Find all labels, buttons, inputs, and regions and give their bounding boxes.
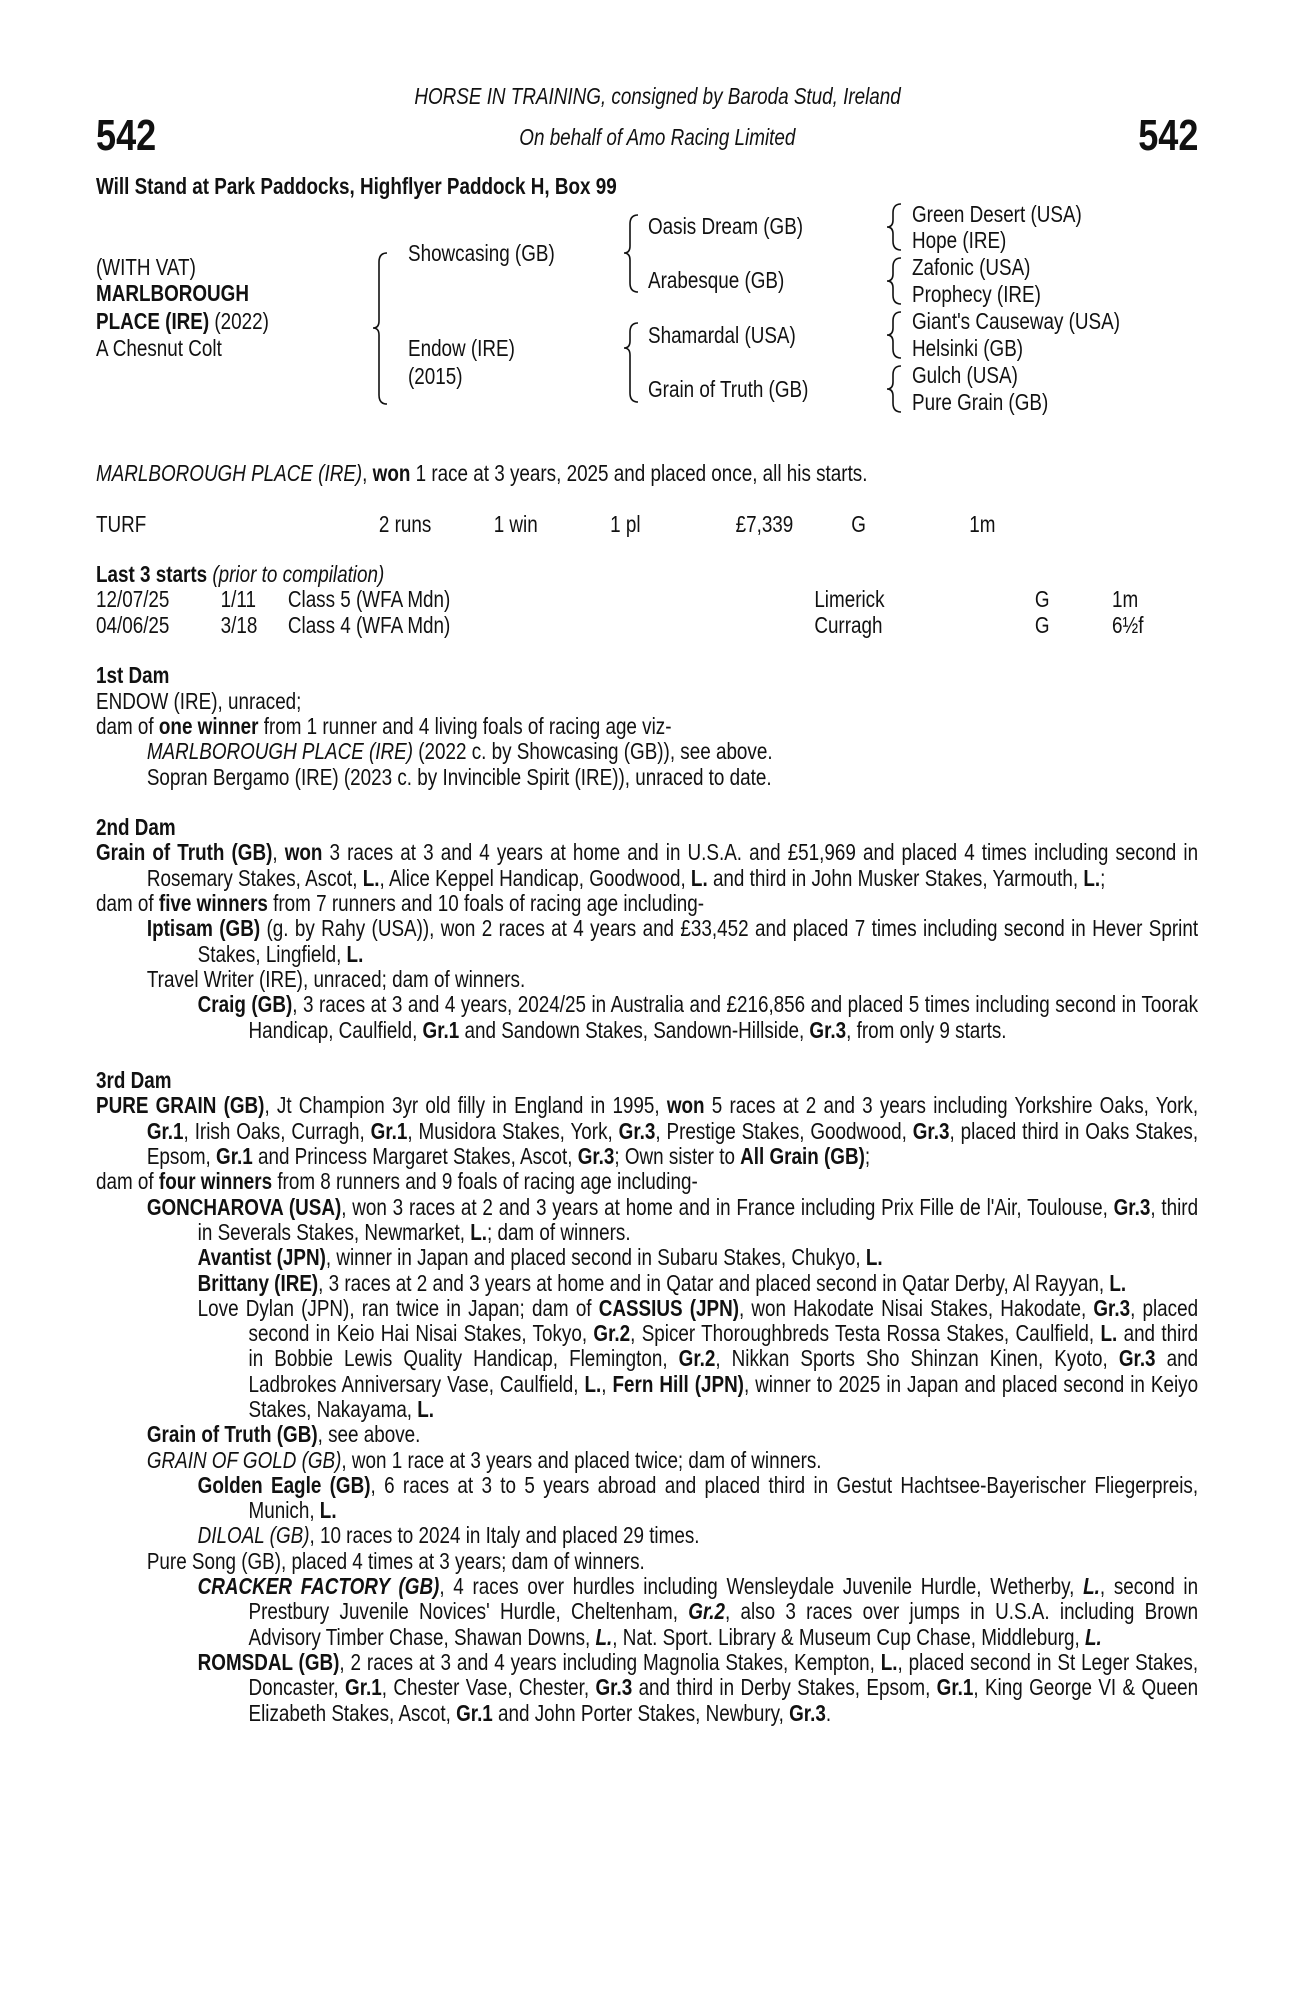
pedigree-paragraph xyxy=(96,689,1198,714)
highlighted-text: L. xyxy=(690,864,708,891)
highlighted-text: L. xyxy=(595,1623,613,1650)
text-run: , Nikkan Sports Sho Shinzan Kinen, Kyoto, xyxy=(715,1345,1119,1372)
text-run: from 7 runners and 10 foals of racing age including- xyxy=(267,890,705,917)
text-run: dam of xyxy=(96,890,159,917)
text-run: . xyxy=(825,1699,832,1726)
brace-dam-parents xyxy=(624,323,638,402)
pedigree-paragraph xyxy=(96,891,1198,916)
highlighted-text: L. xyxy=(865,1244,883,1271)
highlighted-text: L. xyxy=(319,1497,337,1524)
start-distance: 1m xyxy=(1111,586,1139,613)
highlighted-text: All Grain (GB) xyxy=(740,1143,865,1170)
text-run: and Ladbrokes Anniversary Vase, Caulfield, xyxy=(248,1345,1199,1397)
highlighted-text: Grain of Truth (GB) xyxy=(146,1421,318,1448)
highlighted-text: Gr.3 xyxy=(1093,1294,1131,1321)
highlighted-text: won xyxy=(666,1092,705,1119)
highlighted-text: Golden Eagle (GB) xyxy=(197,1471,371,1498)
last-starts-subtitle: (prior to compilation) xyxy=(207,561,385,588)
text-run: and Princess Margaret Stakes, Ascot, xyxy=(252,1143,578,1170)
pedigree-paragraph xyxy=(96,1549,1198,1574)
lot-number-text: 542 xyxy=(96,111,157,160)
highlighted-text: L. xyxy=(362,864,380,891)
record-distance: 1m xyxy=(969,510,996,537)
highlighted-text: GONCHAROVA (USA) xyxy=(146,1193,342,1220)
dam-section xyxy=(96,815,1198,1043)
last-starts-title: Last 3 starts xyxy=(96,561,208,588)
highlighted-text: Avantist (JPN) xyxy=(197,1244,326,1271)
text-run: , 6 races at 3 to 5 years abroad and placed third in Gestut Hachtsee-Bayerischer Fliegerpreis, Munich, xyxy=(248,1471,1199,1524)
record-surface: TURF xyxy=(96,510,147,537)
text-run: , 3 races at 2 and 3 years at home and in Qatar and placed second in Qatar Derby, Al Rayyan, xyxy=(318,1269,1110,1296)
highlighted-text: ROMSDAL (GB) xyxy=(197,1648,340,1675)
highlighted-text: Iptisam (GB) xyxy=(146,915,261,942)
pedigree-paragraph xyxy=(96,1195,1198,1246)
highlighted-text: Gr.3 xyxy=(595,1674,633,1701)
highlighted-text: L. xyxy=(1085,1623,1102,1650)
pedigree-paragraph xyxy=(96,1093,1198,1169)
text-run: , King George VI & Queen Elizabeth Stakes, Ascot, xyxy=(248,1674,1199,1726)
text-run: , Jt Champion 3yr old filly in England in 1995, xyxy=(264,1092,667,1119)
text-run: and John Porter Stakes, Newbury, xyxy=(492,1699,790,1726)
brace-grandparents xyxy=(887,366,901,412)
text-run: , see above. xyxy=(317,1421,421,1448)
pedigree-paragraph xyxy=(96,1448,1198,1473)
horse-name-text: MARLBOROUGH xyxy=(96,280,249,306)
ancestor-name: Grain of Truth (GB) xyxy=(648,376,809,402)
highlighted-text: L. xyxy=(1100,1320,1118,1347)
highlighted-text: Gr.3 xyxy=(1118,1345,1156,1372)
summary-won: won xyxy=(372,460,411,486)
highlighted-text: L. xyxy=(1083,864,1101,891)
dam-year: (2015) xyxy=(408,363,463,389)
text-run: (g. by Rahy (USA)), won 2 races at 4 years and £33,452 and placed 7 times including second in Hever Sprint Stakes, Lingfield, xyxy=(197,915,1199,967)
text-run: , Irish Oaks, Curragh, xyxy=(183,1117,371,1144)
highlighted-text: L. xyxy=(1083,1573,1100,1600)
highlighted-text: MARLBOROUGH PLACE (IRE) xyxy=(146,738,414,765)
ancestor-name: Pure Grain (GB) xyxy=(912,389,1049,415)
start-position: 3/18 xyxy=(220,611,258,638)
pedigree-paragraph xyxy=(96,967,1198,992)
text-run: ; xyxy=(864,1143,871,1170)
start-class: Class 4 (WFA Mdn) xyxy=(287,611,451,638)
highlighted-text: Gr.3 xyxy=(809,1016,847,1043)
highlighted-text: GRAIN OF GOLD (GB) xyxy=(146,1446,342,1473)
brace-sire-parents xyxy=(624,215,638,292)
highlighted-text: Gr.1 xyxy=(216,1143,253,1170)
ancestor-name: Gulch (USA) xyxy=(912,362,1018,388)
start-row xyxy=(96,587,1198,612)
ancestor-name: Giant's Causeway (USA) xyxy=(912,308,1120,334)
text-run: , 3 races at 3 and 4 years, 2024/25 in Australia and £216,856 and placed 5 times including second in Toorak Handicap, Caulfield, xyxy=(248,991,1199,1043)
highlighted-text: Gr.3 xyxy=(577,1143,615,1170)
turf-record xyxy=(96,512,1198,537)
highlighted-text: five winners xyxy=(158,890,268,917)
highlighted-text: Gr.1 xyxy=(370,1117,408,1144)
pedigree-paragraph xyxy=(96,916,1198,967)
text-run: , winner in Japan and placed second in Subaru Stakes, Chukyo, xyxy=(325,1244,866,1271)
sire-name: Showcasing (GB) xyxy=(408,240,555,266)
brace-grandparents xyxy=(887,312,901,358)
consignment-text: HORSE IN TRAINING, consigned by Baroda Stud, Ireland xyxy=(414,83,901,109)
highlighted-text: L. xyxy=(880,1648,898,1675)
text-run: , winner to 2025 in Japan and placed second in Keiyo Stakes, Nakayama, xyxy=(248,1370,1199,1422)
brace-parents xyxy=(373,253,387,404)
text-run: , from only 9 starts. xyxy=(846,1016,1007,1043)
last-starts-heading xyxy=(96,562,1198,587)
pedigree-paragraph xyxy=(96,1574,1198,1650)
record-places: 1 pl xyxy=(610,510,641,537)
catalogue-body xyxy=(96,461,1198,1726)
text-run: , placed second in St Leger Stakes, Doncaster, xyxy=(248,1648,1199,1701)
ancestor-name: Oasis Dream (GB) xyxy=(648,213,804,239)
record-earnings: £7,339 xyxy=(735,510,794,537)
ancestor-name: Green Desert (USA) xyxy=(912,201,1082,227)
text-run: , placed third in Oaks Stakes, Epsom, xyxy=(146,1117,1199,1170)
text-run: , won Hakodate Nisai Stakes, Hakodate, xyxy=(738,1294,1094,1321)
highlighted-text: Gr.3 xyxy=(618,1117,656,1144)
ancestor-name: Arabesque (GB) xyxy=(648,267,785,293)
text-run: , third in Severals Stakes, Newmarket, xyxy=(197,1193,1199,1245)
dam-heading: 2nd Dam xyxy=(96,814,176,841)
pedigree-paragraph xyxy=(96,765,1198,790)
record-going: G xyxy=(851,510,866,537)
brace-grandparents xyxy=(887,258,901,304)
text-run: , won 3 races at 2 and 3 years at home and in France including Prix Fille de l'Air, Toulouse, xyxy=(341,1193,1114,1220)
text-run: , xyxy=(272,839,285,866)
highlighted-text: PURE GRAIN (GB) xyxy=(96,1092,265,1119)
summary-text: 1 race at 3 years, 2025 and placed once, all his starts. xyxy=(410,460,868,486)
pedigree-paragraph xyxy=(96,1245,1198,1270)
pedigree-paragraph xyxy=(96,1473,1198,1524)
start-date: 04/06/25 xyxy=(96,611,170,638)
highlighted-text: L. xyxy=(584,1370,602,1397)
horse-description-text: A Chesnut Colt xyxy=(96,335,222,361)
text-run: , Alice Keppel Handicap, Goodwood, xyxy=(379,864,691,891)
start-going: G xyxy=(1034,611,1050,638)
text-run: , Spicer Thoroughbreds Testa Rossa Stakes, Caulfield, xyxy=(630,1320,1101,1347)
text-run: Travel Writer (IRE), unraced; dam of winners. xyxy=(146,965,526,992)
text-run: , Musidora Stakes, York, xyxy=(407,1117,619,1144)
race-summary xyxy=(96,461,1198,486)
pedigree-braces xyxy=(0,0,1315,460)
highlighted-text: L. xyxy=(470,1218,487,1245)
highlighted-text: Gr.3 xyxy=(789,1699,826,1726)
horse-year: (2022) xyxy=(209,308,269,334)
highlighted-text: Gr.1 xyxy=(146,1117,184,1144)
highlighted-text: Craig (GB) xyxy=(197,991,293,1018)
pedigree-paragraph xyxy=(96,1271,1198,1296)
text-run: and third in Derby Stakes, Epsom, xyxy=(632,1674,937,1701)
text-run: Sopran Bergamo (IRE) (2023 c. by Invincible Spirit (IRE)), unraced to date. xyxy=(146,763,772,790)
highlighted-text: Gr.2 xyxy=(593,1320,631,1347)
text-run: , won 1 race at 3 years and placed twice; dam of winners. xyxy=(341,1446,822,1473)
text-run: 5 races at 2 and 3 years including Yorkshire Oaks, York, xyxy=(704,1092,1199,1119)
pedigree-paragraph xyxy=(96,1169,1198,1194)
text-run: Love Dylan (JPN), ran twice in Japan; dam of xyxy=(197,1294,599,1321)
start-going: G xyxy=(1034,586,1050,613)
highlighted-text: CRACKER FACTORY (GB) xyxy=(197,1573,440,1600)
vendor-text: On behalf of Amo Racing Limited xyxy=(519,124,796,150)
highlighted-text: Gr.1 xyxy=(456,1699,493,1726)
text-run: Pure Song (GB), placed 4 times at 3 years; dam of winners. xyxy=(146,1547,645,1574)
text-run: from 8 runners and 9 foals of racing age including- xyxy=(272,1168,698,1195)
highlighted-text: Gr.2 xyxy=(678,1345,716,1372)
highlighted-text: one winner xyxy=(158,712,259,739)
dam-heading: 3rd Dam xyxy=(96,1067,172,1094)
highlighted-text: L. xyxy=(417,1395,435,1422)
dam-section xyxy=(96,663,1198,789)
highlighted-text: Fern Hill (JPN) xyxy=(612,1370,744,1397)
text-run: ; Own sister to xyxy=(614,1143,741,1170)
text-run: and third in John Musker Stakes, Yarmouth, xyxy=(707,864,1084,891)
text-run: , Nat. Sport. Library & Museum Cup Chase, Middleburg, xyxy=(612,1623,1086,1650)
text-run: , Prestige Stakes, Goodwood, xyxy=(655,1117,913,1144)
text-run: ; dam of winners. xyxy=(486,1218,631,1245)
text-run: ENDOW (IRE), unraced; xyxy=(96,687,302,714)
text-run: from 1 runner and 4 living foals of racing age viz- xyxy=(258,712,672,739)
ancestor-name: Zafonic (USA) xyxy=(912,254,1031,280)
highlighted-text: Gr.2 xyxy=(688,1598,725,1625)
text-run: , 4 races over hurdles including Wensleydale Juvenile Hurdle, Wetherby, xyxy=(439,1573,1084,1600)
text-run: (2022 c. by Showcasing (GB)), see above. xyxy=(413,738,773,765)
highlighted-text: Gr.3 xyxy=(912,1117,950,1144)
ancestor-name: Shamardal (USA) xyxy=(648,322,796,348)
start-course: Curragh xyxy=(814,611,883,638)
text-run: dam of xyxy=(96,712,159,739)
text-run: and Sandown Stakes, Sandown-Hillside, xyxy=(459,1016,810,1043)
highlighted-text: Gr.1 xyxy=(345,1674,382,1701)
start-date: 12/07/25 xyxy=(96,586,170,613)
text-run: and third in Bobbie Lewis Quality Handicap, Flemington, xyxy=(248,1320,1199,1372)
dam-section xyxy=(96,1068,1198,1726)
highlighted-text: Grain of Truth (GB) xyxy=(96,839,273,866)
highlighted-text: DILOAL (GB) xyxy=(197,1522,310,1549)
text-run: , xyxy=(601,1370,613,1397)
highlighted-text: Gr.3 xyxy=(1113,1193,1151,1220)
text-run: dam of xyxy=(96,1168,159,1195)
start-course: Limerick xyxy=(814,586,885,613)
pedigree-paragraph xyxy=(96,1296,1198,1422)
stabling-text: Will Stand at Park Paddocks, Highflyer Paddock H, Box 99 xyxy=(96,173,617,199)
start-position: 1/11 xyxy=(220,586,256,613)
highlighted-text: L. xyxy=(346,940,364,967)
highlighted-text: Brittany (IRE) xyxy=(197,1269,319,1296)
text-run: 3 races at 3 and 4 years at home and in U.S.A. and £51,969 and placed 4 times including second in Rosemary Stakes, Ascot, xyxy=(146,839,1199,891)
pedigree-paragraph xyxy=(96,714,1198,739)
start-distance: 6½f xyxy=(1111,611,1144,638)
text-run: ; xyxy=(1100,864,1106,891)
pedigree-paragraph xyxy=(96,1650,1198,1726)
dam-sections xyxy=(96,663,1198,1725)
dam-name: Endow (IRE) xyxy=(408,335,515,361)
highlighted-text: four winners xyxy=(158,1168,273,1195)
pedigree-paragraph xyxy=(96,992,1198,1043)
text-run: , 10 races to 2024 in Italy and placed 29 times. xyxy=(309,1522,700,1549)
highlighted-text: L. xyxy=(1109,1269,1127,1296)
record-wins: 1 win xyxy=(493,510,538,537)
text-run: , placed second in Keio Hai Nisai Stakes, Tokyo, xyxy=(248,1294,1199,1347)
start-row xyxy=(96,613,1198,638)
pedigree-paragraph xyxy=(96,739,1198,764)
ancestor-name: Hope (IRE) xyxy=(912,227,1007,253)
start-class: Class 5 (WFA Mdn) xyxy=(287,586,451,613)
horse-name-text: PLACE (IRE) xyxy=(96,308,210,334)
highlighted-text: Gr.1 xyxy=(936,1674,974,1701)
summary-horse-name: MARLBOROUGH PLACE (IRE) xyxy=(96,460,363,486)
text-run: , second in Prestbury Juvenile Novices' Hurdle, Cheltenham, xyxy=(248,1573,1199,1625)
text-run: , also 3 races over jumps in U.S.A. including Brown Advisory Timber Chase, Shawan Downs, xyxy=(248,1598,1199,1650)
text-run: , Chester Vase, Chester, xyxy=(381,1674,596,1701)
pedigree-paragraph xyxy=(96,1422,1198,1447)
highlighted-text: CASSIUS (JPN) xyxy=(598,1294,739,1321)
text-run: , 2 races at 3 and 4 years including Magnolia Stakes, Kempton, xyxy=(339,1648,881,1675)
brace-grandparents xyxy=(887,204,901,250)
lot-number-text: 542 xyxy=(1137,111,1198,160)
pedigree-paragraph xyxy=(96,840,1198,891)
highlighted-text: won xyxy=(284,839,323,866)
vat-text: (WITH VAT) xyxy=(96,254,196,280)
pedigree-paragraph xyxy=(96,1523,1198,1548)
highlighted-text: Gr.1 xyxy=(422,1016,460,1043)
dam-heading: 1st Dam xyxy=(96,662,170,689)
ancestor-name: Helsinki (GB) xyxy=(912,335,1024,361)
record-runs: 2 runs xyxy=(378,510,432,537)
summary-separator: , xyxy=(362,460,373,486)
ancestor-name: Prophecy (IRE) xyxy=(912,281,1041,307)
